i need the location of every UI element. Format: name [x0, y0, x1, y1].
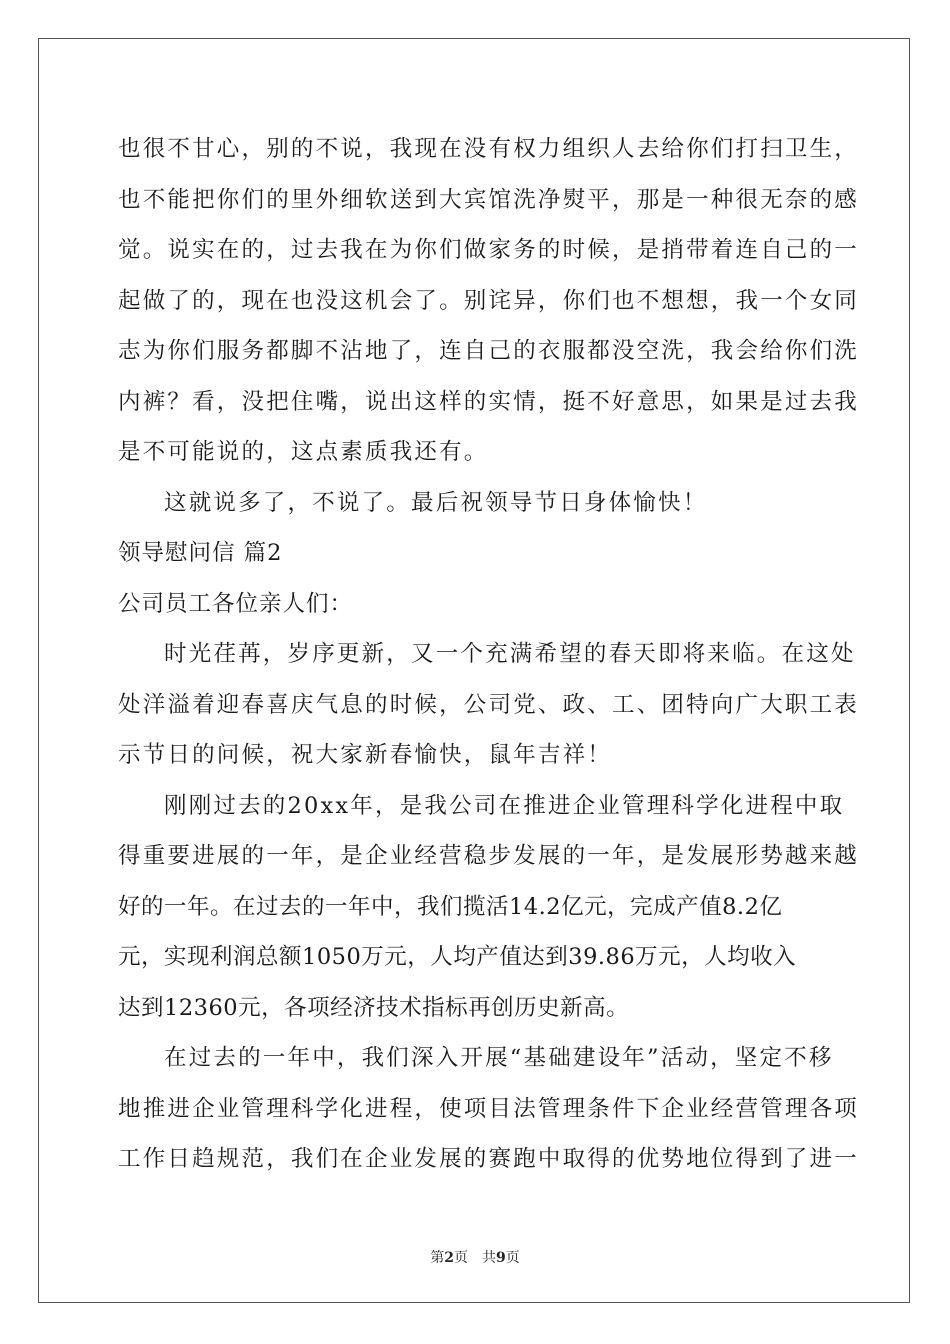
text-line: 工作日趋规范，我们在企业发展的赛跑中取得的优势地位得到了进一 — [118, 1146, 860, 1172]
text-line: 处洋溢着迎春喜庆气息的时候，公司党、政、工、团特向广大职工表 — [118, 691, 860, 718]
salutation: 公司员工各位亲人们： — [118, 590, 354, 617]
text-line: 也很不甘心，别的不说，我现在没有权力组织人去给你们打扫卫生， — [118, 136, 860, 162]
text-line: 元，实现利润总额1050万元，人均产值达到39.86万元，人均收入 — [118, 944, 797, 970]
footer-prefix: 第 — [430, 1250, 445, 1266]
footer-page-suffix: 页 — [454, 1250, 468, 1266]
text-line: 觉。说实在的，过去我在为你们做家务的时候，是捎带着连自己的一 — [118, 237, 860, 263]
footer-total-prefix: 共 — [482, 1250, 496, 1266]
text-line: 内裤？看，没把住嘴，说出这样的实情，挺不好意思，如果是过去我 — [118, 388, 860, 415]
paragraph-first-line: 时光荏苒，岁序更新，又一个充满希望的春天即将来临。在这处 — [164, 641, 856, 667]
text-line: 是不可能说的，这点素质我还有。 — [118, 439, 489, 465]
document-body — [118, 124, 860, 1185]
section-title: 领导慰问信 篇2 — [118, 540, 283, 566]
paragraph-first-line: 刚刚过去的20xx年，是我公司在推进企业管理科学化进程中取 — [164, 792, 845, 819]
current-page-number: 2 — [444, 1250, 454, 1266]
text-line: 起做了的，现在也没这机会了。别诧异，你们也不想想，我一个女同 — [118, 287, 860, 314]
paragraph-first-line: 这就说多了，不说了。最后祝领导节日身体愉快！ — [164, 489, 708, 516]
total-page-count: 9 — [496, 1250, 506, 1266]
text-line: 也不能把你们的里外细软送到大宾馆洗净熨平，那是一种很无奈的感 — [118, 186, 860, 213]
text-line: 达到12360元，各项经济技术指标再创历史新高。 — [118, 994, 630, 1021]
text-line: 地推进企业管理科学化进程，使项目法管理条件下企业经营管理各项 — [118, 1095, 860, 1122]
page-footer — [0, 1247, 950, 1267]
text-line: 好的一年。在过去的一年中，我们揽活14.2亿元，完成产值8.2亿 — [118, 893, 783, 920]
paragraph-first-line: 在过去的一年中，我们深入开展“基础建设年”活动，坚定不移 — [164, 1045, 834, 1071]
text-line: 示节日的问候，祝大家新春愉快，鼠年吉祥！ — [118, 742, 613, 768]
footer-total-suffix: 页 — [505, 1250, 520, 1266]
text-line: 得重要进展的一年，是企业经营稳步发展的一年，是发展形势越来越 — [118, 843, 860, 869]
text-line: 志为你们服务都脚不沾地了，连自己的衣服都没空洗，我会给你们洗 — [118, 338, 860, 364]
